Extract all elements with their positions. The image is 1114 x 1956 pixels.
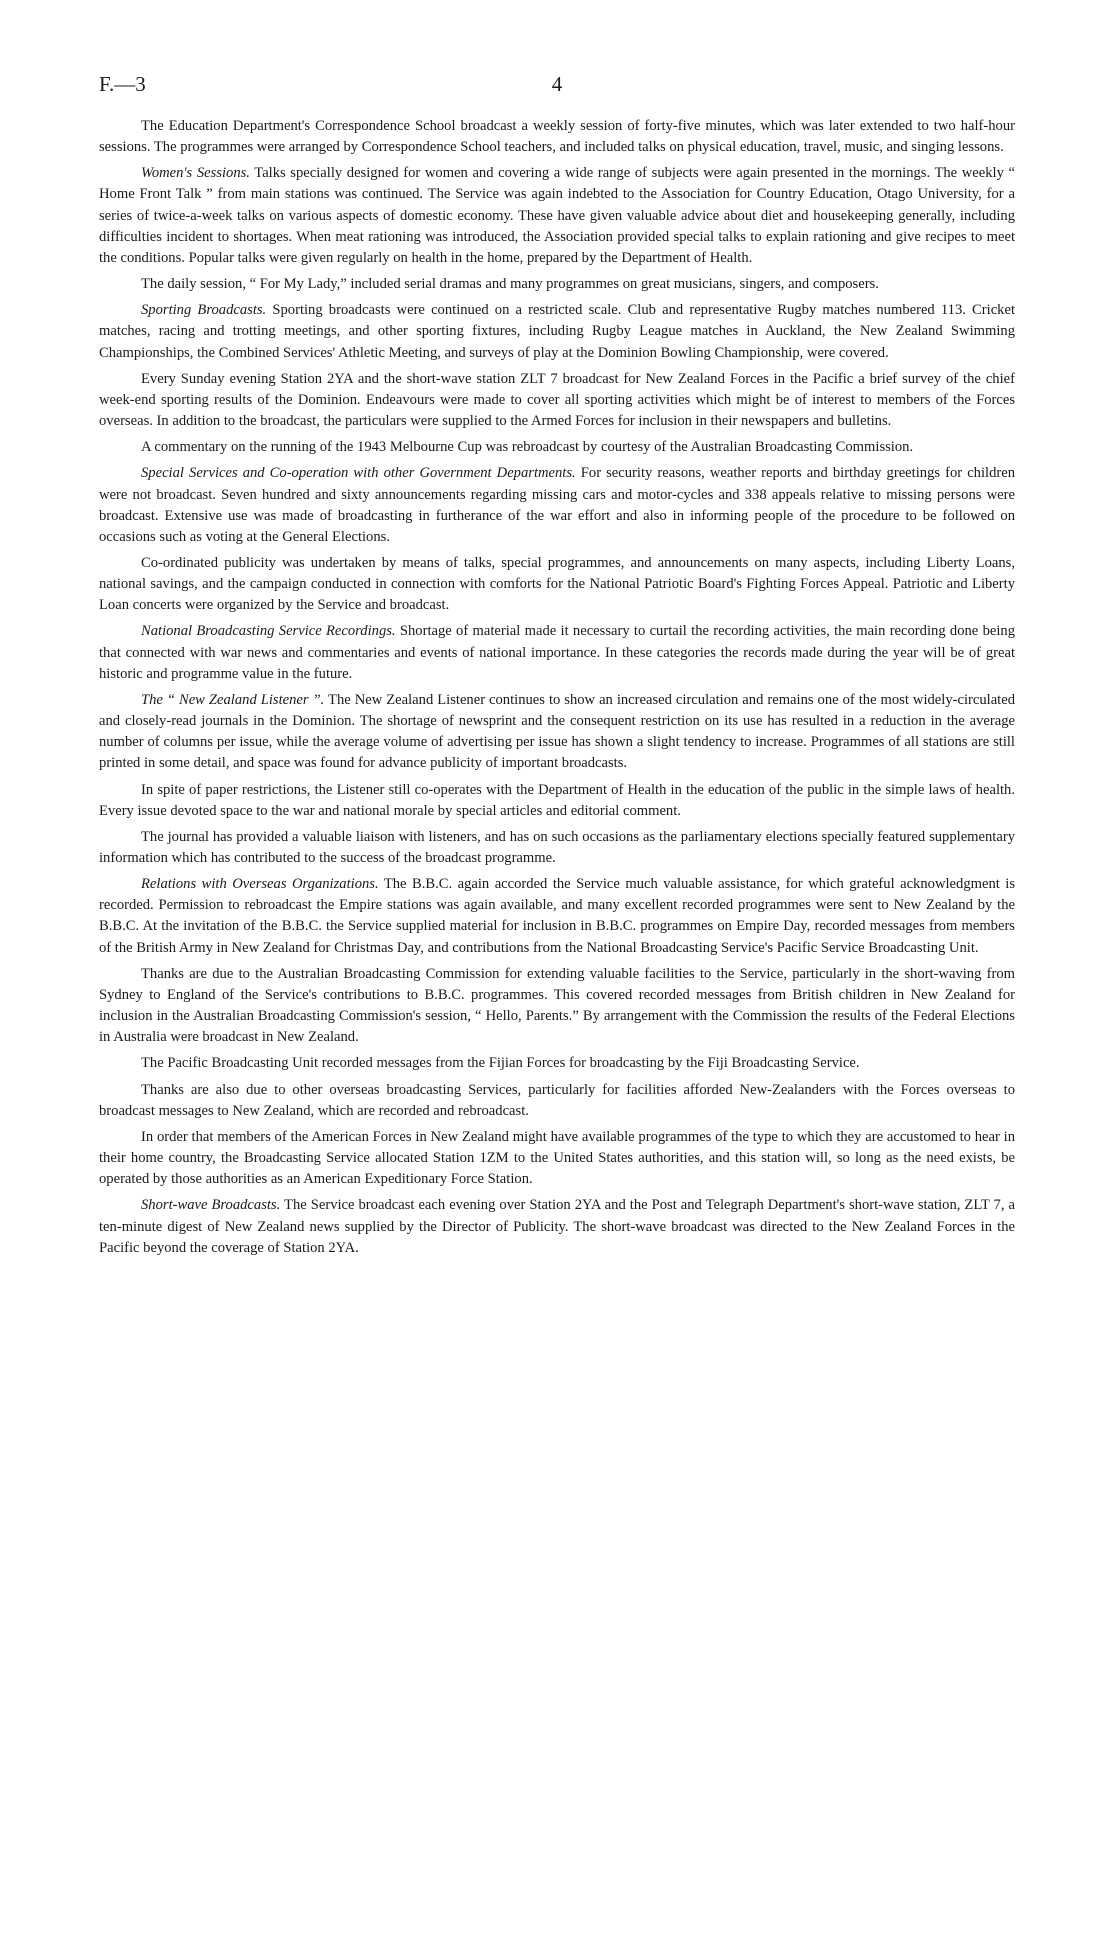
paragraph-text: The daily session, “ For My Lady,” included serial dramas and many programmes on great musicians, singers, and composers. xyxy=(141,276,879,293)
paragraph xyxy=(99,553,1015,616)
paragraph xyxy=(99,1195,1015,1258)
paragraph xyxy=(99,463,1015,548)
paragraph-text: The Education Department's Correspondence School broadcast a weekly session of forty-five minutes, which was later extended to two half-hour sessions. The programmes were arranged by Correspondence School teachers, and included talks on physical education, travel, music, and singing lessons. xyxy=(99,118,1015,156)
paragraph xyxy=(99,690,1015,775)
paragraph xyxy=(99,827,1015,869)
paragraph-text: Talks specially designed for women and covering a wide range of subjects were again presented in the mornings. The weekly “ Home Front Talk ” from main stations was continued. The Service was again indebted to the Association for Country Education, Otago University, for a series of twice-a-week talks on various aspects of domestic economy. These have given valuable advice about diet and housekeeping generally, including difficulties incident to shortages. When meat rationing was introduced, the Association provided special talks to explain rationing and give recipes to meet the conditions. Popular talks were given regularly on health in the home, prepared by the Department of Health. xyxy=(99,165,1015,266)
paragraph-text: The journal has provided a valuable liaison with listeners, and has on such occasions as the parliamentary elections specially featured supplementary information which has contributed to the success of the broadcast programme. xyxy=(99,828,1015,866)
section-heading: Women's Sessions. xyxy=(141,165,250,182)
paragraph-text: In order that members of the American Forces in New Zealand might have available programmes of the type to which they are accustomed to hear in their home country, the Broadcasting Service allocated Station 1ZM to the United States authorities, and this station will, so long as the need exists, be operated by those authorities as an American Expeditionary Force Station. xyxy=(99,1128,1015,1188)
section-heading: National Broadcasting Service Recordings. xyxy=(141,623,396,640)
document-reference: F.—3 xyxy=(99,72,146,96)
paragraph-text: Every Sunday evening Station 2YA and the short-wave station ZLT 7 broadcast for New Zealand Forces in the Pacific a brief survey of the chief week-end sporting results of the Dominion. Endeavours were made to cover all sporting activities which might be of interest to members of the Forces overseas. In addition to the broadcast, the particulars were supplied to the Armed Forces for inclusion in their newspapers and bulletins. xyxy=(99,370,1015,430)
paragraph-text: Thanks are due to the Australian Broadcasting Commission for extending valuable facilities to the Service, particularly in the short-waving from Sydney to England of the Service's contributions to B.B.C. programmes. This covered recorded messages from British children in New Zealand for inclusion in the Australian Broadcasting Commission's session, “ Hello, Parents.” By arrangement with the Commission the results of the Federal Elections in Australia were broadcast in New Zealand. xyxy=(99,965,1015,1046)
section-heading: Relations with Overseas Organizations. xyxy=(141,876,379,893)
paragraph-text: In spite of paper restrictions, the Listener still co-operates with the Department of Health in the education of the public in the simple laws of health. Every issue devoted space to the war and national morale by special articles and editorial comment. xyxy=(99,781,1015,819)
paragraph xyxy=(99,874,1015,959)
paragraph xyxy=(99,964,1015,1049)
paragraph-text: Co-ordinated publicity was undertaken by means of talks, special programmes, and announcements on many aspects, including Liberty Loans, national savings, and the campaign conducted in connection with comforts for the National Patriotic Board's Fighting Forces Appeal. Patriotic and Liberty Loan concerts were organized by the Service and broadcast. xyxy=(99,554,1015,614)
paragraph xyxy=(99,621,1015,684)
paragraph xyxy=(99,437,1015,458)
section-heading: Sporting Broadcasts. xyxy=(141,302,267,319)
section-heading: Special Services and Co-operation with other Government Departments. xyxy=(141,465,576,482)
paragraph xyxy=(99,1127,1015,1190)
paragraph-text: The B.B.C. again accorded the Service much valuable assistance, for which grateful acknowledgment is recorded. Permission to rebroadcast the Empire stations was again available, and many excellent recorded programmes were sent to New Zealand by the B.B.C. At the invitation of the B.B.C. the Service supplied material for inclusion in B.B.C. programmes on Empire Day, recorded messages from members of the British Army in New Zealand for Christmas Day, and contributions from the National Broadcasting Service's Pacific Service Broadcasting Unit. xyxy=(99,876,1015,956)
section-heading: Short-wave Broadcasts. xyxy=(141,1197,281,1214)
page-header xyxy=(99,72,1015,98)
document-body xyxy=(99,116,1015,1264)
paragraph xyxy=(99,780,1015,822)
paragraph xyxy=(99,116,1015,158)
paragraph-text: The Service broadcast each evening over Station 2YA and the Post and Telegraph Department's short-wave station, ZLT 7, a ten-minute digest of New Zealand news supplied by the Director of Publicity. The short-wave broadcast was directed to the New Zealand Forces in the Pacific beyond the coverage of Station 2YA. xyxy=(99,1197,1015,1256)
paragraph-text: A commentary on the running of the 1943 Melbourne Cup was rebroadcast by courtesy of the Australian Broadcasting Commission. xyxy=(141,439,914,456)
paragraph-text: For security reasons, weather reports and birthday greetings for children were not broadcast. Seven hundred and sixty announcements regarding missing cars and motor-cycles and 338 appeals relative to missing persons were broadcast. Extensive use was made of broadcasting in furtherance of the war effort and also in informing people of the procedure to be followed on occasions such as voting at the General Elections. xyxy=(99,465,1016,545)
paragraph xyxy=(99,274,1015,295)
page-number: 4 xyxy=(551,72,563,96)
paragraph xyxy=(99,300,1015,363)
section-heading: The “ New Zealand Listener ”. xyxy=(141,691,325,708)
paragraph-text: The New Zealand Listener continues to show an increased circulation and remains one of the most widely-circulated and closely-read journals in the Dominion. The shortage of newsprint and the consequent restriction on its use has resulted in a reduction in the average number of columns per issue, while the average volume of advertising per issue has shown a slight tendency to increase. Programmes of all stations are still printed in some detail, and space was found for advance publicity of important broadcasts. xyxy=(99,691,1016,772)
paragraph xyxy=(99,1053,1015,1074)
paragraph-text: Thanks are also due to other overseas broadcasting Services, particularly for facilities afforded New-Zealanders with the Forces overseas to broadcast messages to New Zealand, which are recorded and rebroadcast. xyxy=(99,1081,1015,1119)
paragraph xyxy=(99,369,1015,432)
paragraph xyxy=(99,1080,1015,1122)
paragraph-text: The Pacific Broadcasting Unit recorded messages from the Fijian Forces for broadcasting by the Fiji Broadcasting Service. xyxy=(141,1055,860,1072)
paragraph-text: Sporting broadcasts were continued on a restricted scale. Club and representative Rugby matches numbered 113. Cricket matches, racing and trotting meetings, and other sporting fixtures, including Rugby League matches in Auckland, the New Zealand Swimming Championships, the Combined Services' Athletic Meeting, and surveys of play at the Dominion Bowling Championship, were covered. xyxy=(99,302,1015,361)
paragraph-text: Shortage of material made it necessary to curtail the recording activities, the main recording done being that connected with war news and commentaries and events of national importance. In these categories the records made during the year will be of great historic and programme value in the future. xyxy=(99,623,1015,682)
paragraph xyxy=(99,163,1015,269)
